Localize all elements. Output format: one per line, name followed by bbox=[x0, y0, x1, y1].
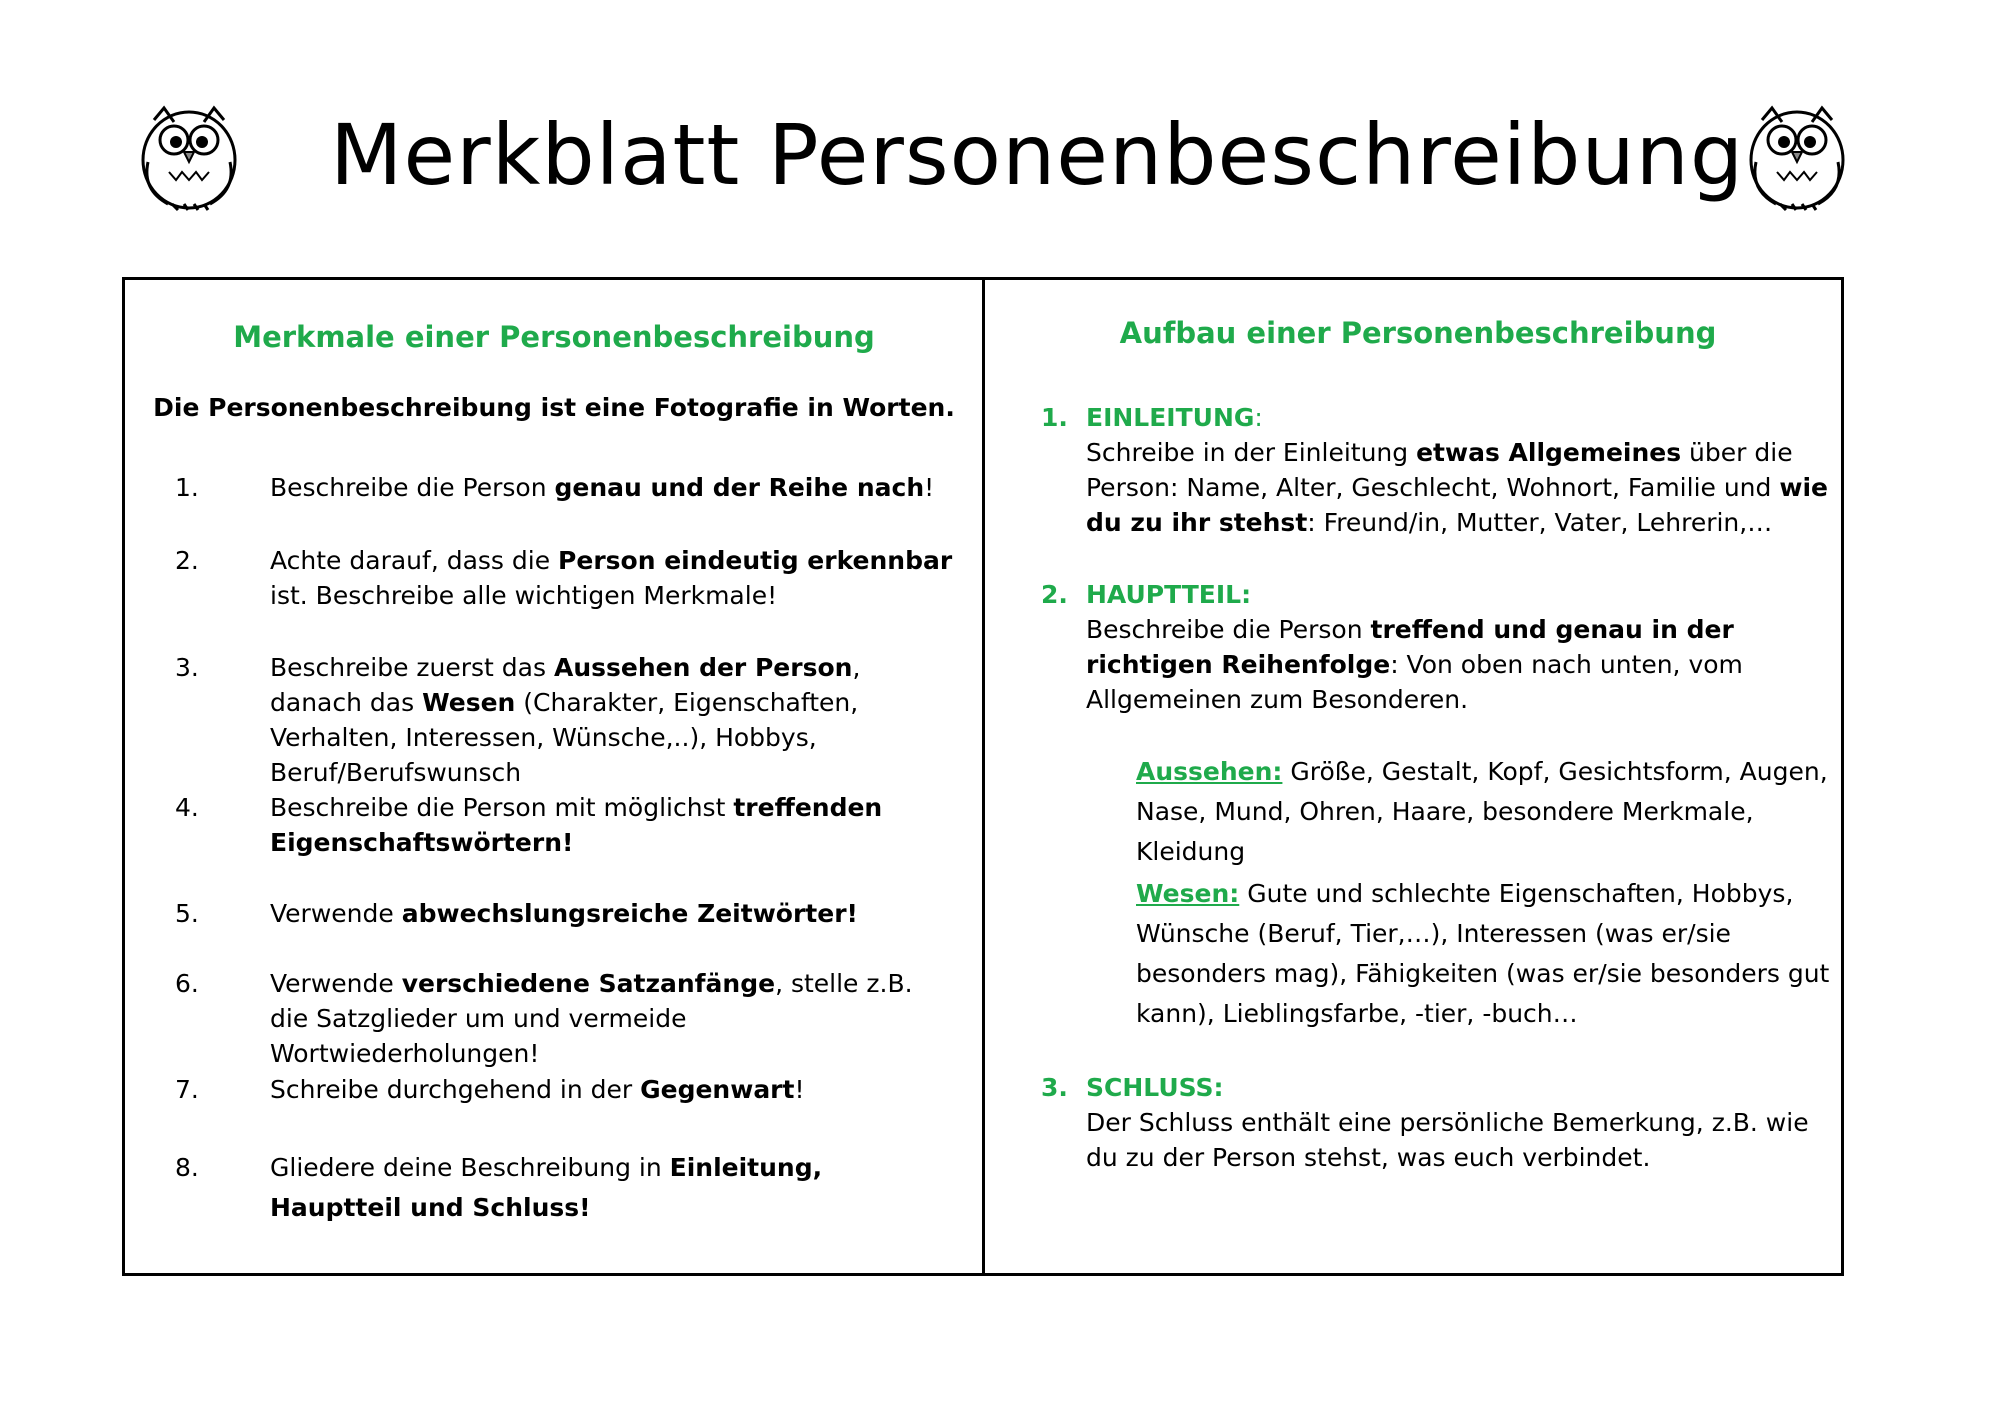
list-item: 3. Beschreibe zuerst das Aussehen der Person, danach das Wesen (Charakter, Eigenschaften, Verhalten, Interessen, Wünsche,..), Hobbys, Beruf/Berufswunsch bbox=[175, 653, 861, 787]
list-item: 1. Beschreibe die Person genau und der Reihe nach! bbox=[175, 473, 935, 502]
section-schluss: 3. SCHLUSS: Der Schluss enthält eine persönliche Bemerkung, z.B. wie du zu der Person stehst, was euch verbindet. bbox=[1041, 1073, 1809, 1172]
aussehen-block: Aussehen: Größe, Gestalt, Kopf, Gesichtsform, Augen, Nase, Mund, Ohren, Haare, besondere Merkmale, Kleidung bbox=[1136, 757, 1828, 866]
wesen-block: Wesen: Gute und schlechte Eigenschaften, Hobbys, Wünsche (Beruf, Tier,…), Interessen (was er/sie besonders mag), Fähigkeiten (was er/sie besonders gut kann), Lieblingsfarbe, -tier, -buch… bbox=[1136, 879, 1830, 1028]
left-intro: Die Personenbeschreibung ist eine Fotografie in Worten. bbox=[153, 393, 955, 422]
section-hauptteil: 2. HAUPTTEIL: Beschreibe die Person treffend und genau in der richtigen Reihenfolge: Von oben nach unten, vom Allgemeinen zum Besonderen. bbox=[1041, 580, 1743, 714]
page-title: Merkblatt Personenbeschreibung bbox=[330, 106, 1745, 204]
right-heading: Aufbau einer Personenbeschreibung bbox=[1119, 316, 1717, 350]
left-heading: Merkmale einer Personenbeschreibung bbox=[233, 320, 875, 354]
list-item: 8. Gliedere deine Beschreibung in Einleitung, Hauptteil und Schluss! bbox=[175, 1153, 823, 1222]
list-item: 5. Verwende abwechslungsreiche Zeitwörter! bbox=[175, 899, 858, 928]
list-item: 7. Schreibe durchgehend in der Gegenwart! bbox=[175, 1075, 805, 1104]
list-item: 4. Beschreibe die Person mit möglichst treffenden Eigenschaftswörtern! bbox=[175, 793, 883, 857]
column-divider bbox=[982, 277, 985, 1276]
list-item: 2. Achte darauf, dass die Person eindeutig erkennbar ist. Beschreibe alle wichtigen Merkmale! bbox=[175, 546, 953, 610]
owl-icon bbox=[1742, 100, 1852, 212]
owl-icon bbox=[134, 100, 244, 212]
section-einleitung: 1. EINLEITUNG: Schreibe in der Einleitung etwas Allgemeines über die Person: Name, Alter, Geschlecht, Wohnort, Familie und wie du zu ihr stehst: Freund/in, Mutter, Vater, Lehrerin,… bbox=[1041, 403, 1828, 537]
list-item: 6. Verwende verschiedene Satzanfänge, stelle z.B. die Satzglieder um und vermeide Wortwiederholungen! bbox=[175, 969, 913, 1068]
